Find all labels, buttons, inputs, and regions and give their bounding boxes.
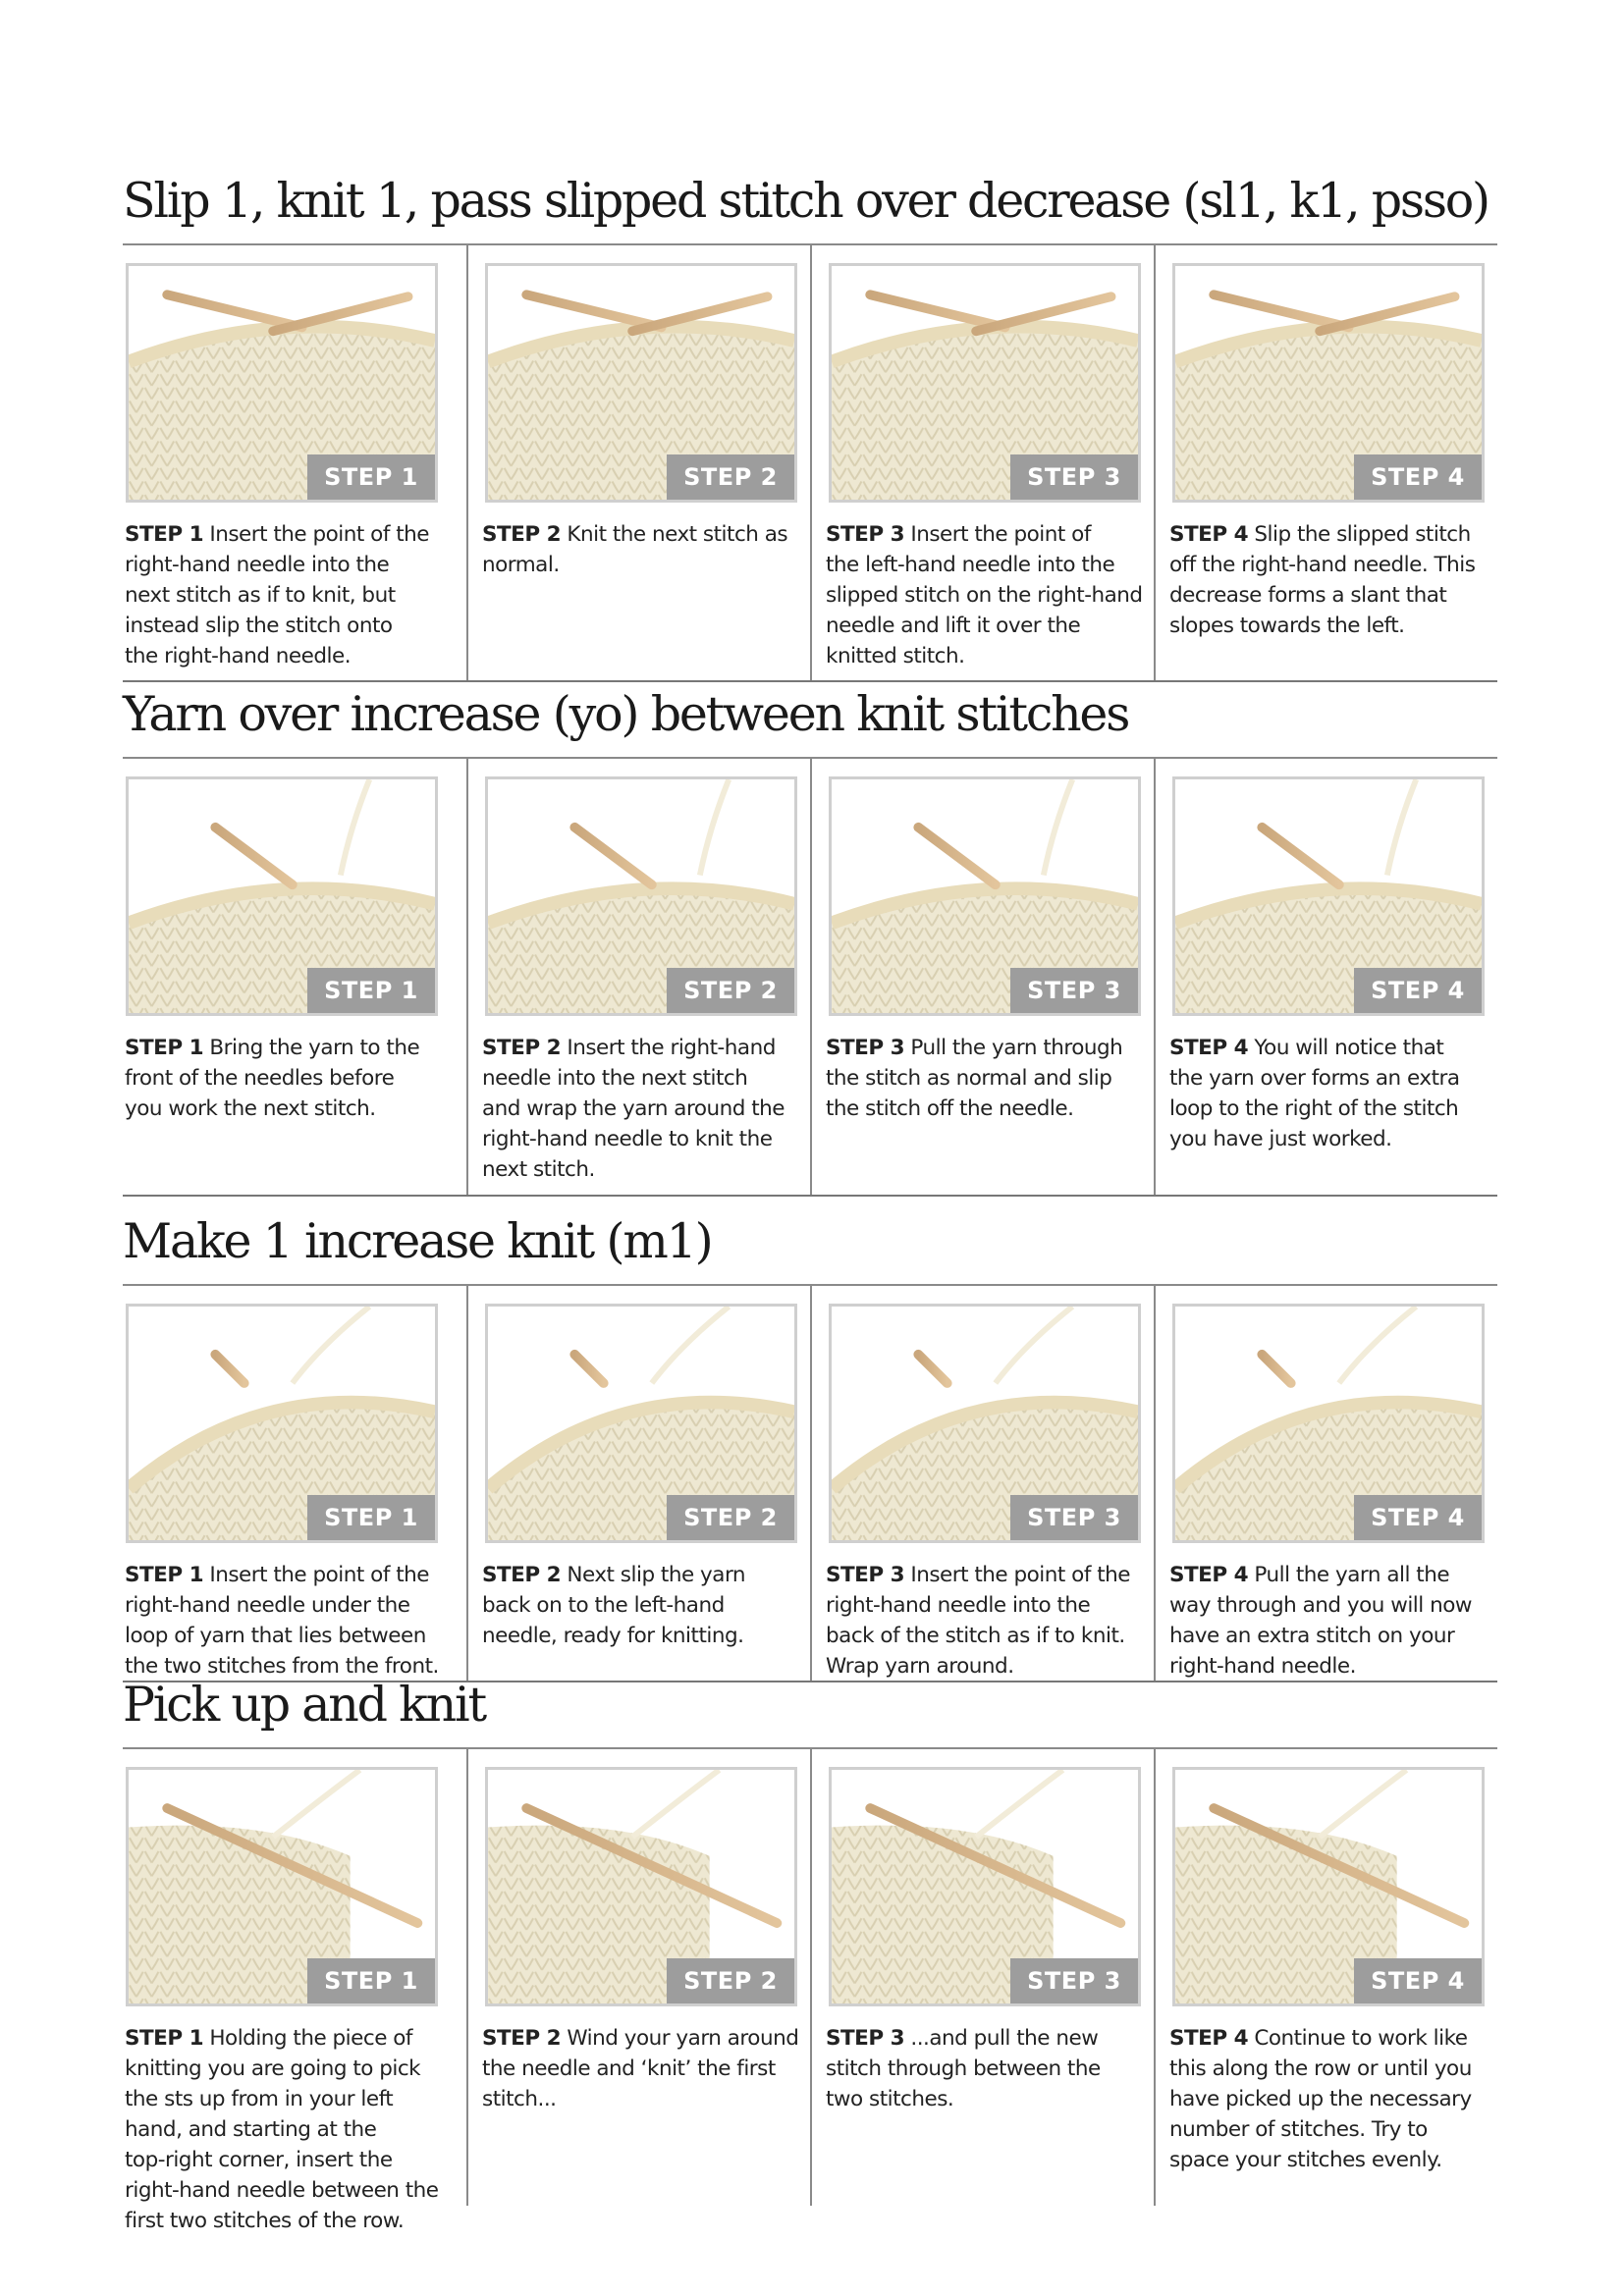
step-lead: STEP 4 [1169,2026,1249,2051]
step-description [482,1033,806,1185]
step-description [482,519,806,580]
step-photo [1172,776,1485,1016]
step-lead: STEP 3 [826,2026,905,2051]
step-badge: STEP 3 [1010,1958,1138,2003]
step-photo [829,1304,1141,1543]
step-card [810,759,1154,1195]
step-lead: STEP 4 [1169,522,1249,547]
step-photo [1172,263,1485,503]
step-text: Next slip the yarn back on to the left-hand needle, ready for knitting. [482,1563,746,1648]
step-card [466,1749,810,2206]
section-bottom-rule [123,1195,1497,1197]
steps-row [123,759,1497,1195]
step-text: You will notice that the yarn over forms an extra loop to the right of the stitch you have just worked. [1169,1036,1460,1151]
step-lead: STEP 1 [125,1563,204,1587]
step-photo [485,776,797,1016]
step-photo [485,1304,797,1543]
step-photo [126,263,438,503]
step-description [125,2023,449,2236]
step-description [1169,2023,1493,2175]
step-card [1154,1286,1497,1681]
step-badge: STEP 1 [307,1958,435,2003]
step-description [1169,1033,1493,1154]
step-badge: STEP 2 [667,968,794,1013]
step-badge: STEP 4 [1354,454,1482,500]
step-text: Bring the yarn to the front of the needles before you work the next stitch. [125,1036,420,1121]
step-photo [126,1304,438,1543]
step-lead: STEP 4 [1169,1036,1249,1060]
step-lead: STEP 1 [125,2026,204,2051]
step-photo [485,1767,797,2006]
step-text: Pull the yarn all the way through and you will now have an extra stitch on your right-hand needle. [1169,1563,1472,1679]
step-description [482,2023,806,2114]
section-title: Slip 1, knit 1, pass slipped stitch over decrease (sl1, k1, psso) [123,173,1489,229]
step-description [1169,1560,1493,1682]
step-badge: STEP 3 [1010,1495,1138,1540]
step-card [1154,1749,1497,2206]
step-lead: STEP 2 [482,1036,562,1060]
step-description [482,1560,806,1651]
step-card [123,245,466,680]
step-description [1169,519,1493,641]
step-lead: STEP 2 [482,522,562,547]
steps-row [123,1286,1497,1681]
step-text: Continue to work like this along the row or until you have picked up the necessary number of stitches. Try to space your stitches evenly. [1169,2026,1472,2172]
step-description [826,519,1150,671]
step-card [466,759,810,1195]
step-badge: STEP 2 [667,454,794,500]
step-text: Holding the piece of knitting you are going to pick the sts up from in your left hand, and starting at the top-right corner, insert the right-hand needle between the first two stitches of the row. [125,2026,439,2233]
step-card [123,759,466,1195]
step-lead: STEP 1 [125,522,204,547]
step-text: Knit the next stitch as normal. [482,522,788,577]
step-badge: STEP 4 [1354,1958,1482,2003]
step-card [810,245,1154,680]
step-text: ...and pull the new stitch through between the two stitches. [826,2026,1101,2111]
step-photo [485,263,797,503]
step-text: Insert the point of the right-hand needle into the next stitch as if to knit, but instead slip the stitch onto the right-hand needle. [125,522,430,668]
step-description [125,1560,449,1682]
step-photo [829,1767,1141,2006]
step-lead: STEP 1 [125,1036,204,1060]
section-title: Make 1 increase knit (m1) [123,1213,712,1269]
step-text: Wind your yarn around the needle and ‘knit’ the first stitch... [482,2026,799,2111]
steps-row [123,245,1497,680]
step-text: Insert the point of the right-hand needle under the loop of yarn that lies between the two stitches from the front. [125,1563,439,1679]
step-text: Insert the point of the left-hand needle into the slipped stitch on the right-hand needle and lift it over the knitted stitch. [826,522,1143,668]
section-bottom-rule [123,680,1497,682]
step-description [826,1033,1150,1124]
step-text: Slip the slipped stitch off the right-hand needle. This decrease forms a slant that slopes towards the left. [1169,522,1476,638]
step-card [810,1286,1154,1681]
step-lead: STEP 2 [482,2026,562,2051]
step-photo [829,776,1141,1016]
step-text: Insert the point of the right-hand needle into the back of the stitch as if to knit. Wrap yarn around. [826,1563,1131,1679]
step-badge: STEP 2 [667,1495,794,1540]
step-photo [1172,1304,1485,1543]
step-lead: STEP 3 [826,1036,905,1060]
step-badge: STEP 4 [1354,1495,1482,1540]
step-card [810,1749,1154,2206]
step-badge: STEP 3 [1010,968,1138,1013]
step-card [1154,245,1497,680]
step-description [826,1560,1150,1682]
step-text: Insert the right-hand needle into the next stitch and wrap the yarn around the right-hand needle to knit the next stitch. [482,1036,785,1182]
step-description [125,1033,449,1124]
step-description [125,519,449,671]
steps-row [123,1749,1497,2233]
section-title: Yarn over increase (yo) between knit stitches [123,686,1129,742]
step-card [123,1749,466,2233]
step-lead: STEP 2 [482,1563,562,1587]
step-badge: STEP 1 [307,968,435,1013]
step-card [466,1286,810,1681]
step-badge: STEP 2 [667,1958,794,2003]
step-card [466,245,810,680]
step-badge: STEP 1 [307,1495,435,1540]
step-photo [126,776,438,1016]
step-photo [1172,1767,1485,2006]
step-badge: STEP 1 [307,454,435,500]
step-lead: STEP 4 [1169,1563,1249,1587]
step-text: Pull the yarn through the stitch as normal and slip the stitch off the needle. [826,1036,1123,1121]
step-lead: STEP 3 [826,1563,905,1587]
step-photo [126,1767,438,2006]
step-card [123,1286,466,1681]
step-badge: STEP 3 [1010,454,1138,500]
section-title: Pick up and knit [123,1677,485,1733]
step-description [826,2023,1150,2114]
step-lead: STEP 3 [826,522,905,547]
step-photo [829,263,1141,503]
step-card [1154,759,1497,1195]
step-badge: STEP 4 [1354,968,1482,1013]
